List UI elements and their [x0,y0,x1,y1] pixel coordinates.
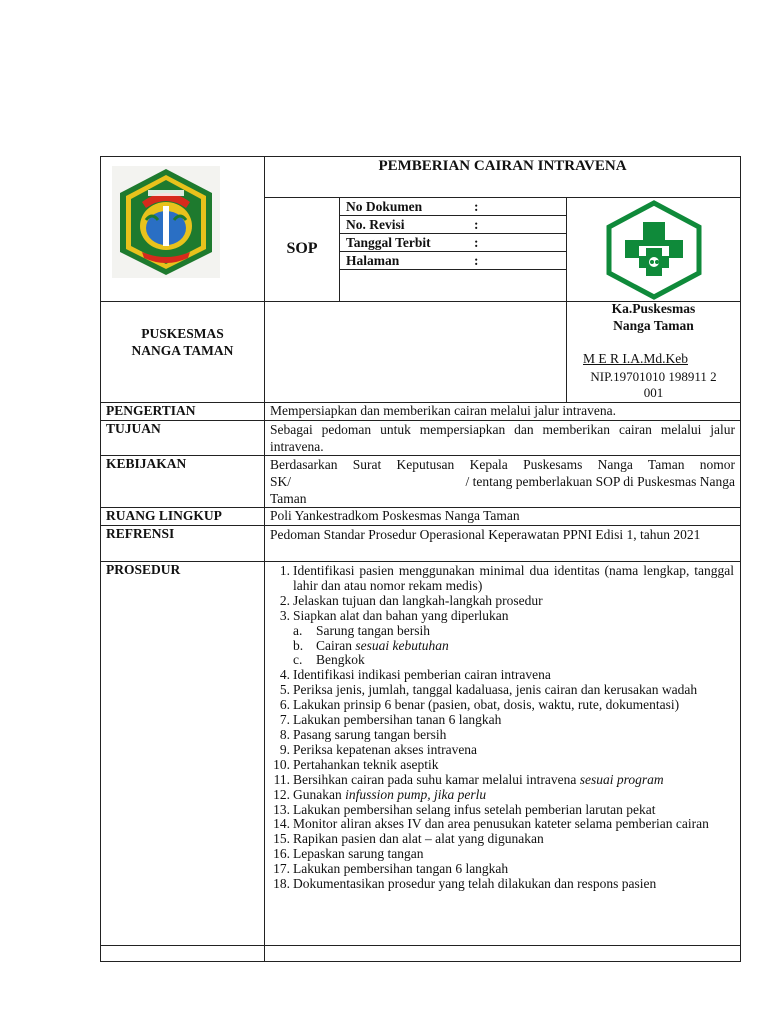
meta-label: No. Revisi [346,217,405,232]
list-item: 6. Lakukan prinsip 6 benar (pasien, obat, dosis, waktu, rute, dokumentasi) [279,697,680,713]
label-ruang-lingkup: RUANG LINGKUP [106,508,222,523]
meta-colon: : [474,217,479,232]
meta-row-no-dokumen [346,199,566,215]
list-item: 16. Lepaskan sarung tangan [273,846,424,862]
kebijakan-text [270,456,735,507]
list-item: 7. Lakukan pembersihan tanan 6 langkah [279,712,502,728]
head-nip [567,369,740,401]
meta-colon: : [474,199,479,214]
sub-list-item: a. Sarung tangan bersih [293,622,430,638]
org-line-1: PUSKESMAS [141,326,224,341]
meta-colon: : [474,235,479,250]
puskesmas-logo [603,200,705,300]
kebijakan-line-3: Taman [270,491,307,506]
list-item: 12. Gunakan infussion pump, jika perlu [273,786,487,802]
head-title-1: Ka.Puskesmas [611,301,696,316]
list-item: 1. Identifikasi pasien menggunakan minimal dua identitas (nama lengkap, tanggal lahir dan atau nomor rekam medis) [279,563,734,593]
label-tujuan: TUJUAN [106,421,161,436]
regency-emblem-logo [112,166,220,278]
meta-label: Tanggal Terbit [346,235,431,250]
list-item: 11. Bersihkan cairan pada suhu kamar melalui intravena sesuai program [273,771,664,787]
head-title [567,300,740,334]
list-item: 2. Jelaskan tujuan dan langkah-langkah prosedur [279,592,543,608]
list-item: 4. Identifikasi indikasi pemberian cairan intravena [279,667,551,683]
sop-label: SOP [286,240,318,257]
list-item: 17. Lakukan pembersihan tangan 6 langkah [273,861,509,877]
head-name: M E R I.A.Md.Keb [583,351,688,366]
pengertian-text: Mempersiapkan dan memberikan cairan melalui jalur intravena. [270,403,616,418]
meta-row-no-revisi [346,217,566,233]
label-kebijakan: KEBIJAKAN [106,456,187,471]
sub-list [293,624,734,669]
org-line-2: NANGA TAMAN [131,343,234,358]
prosedur-list [270,564,734,892]
list-item: 8. Pasang sarung tangan bersih [279,726,447,742]
ruang-lingkup-text: Poli Yankestradkom Poskesmas Nanga Taman [270,508,520,523]
label-refrensi: REFRENSI [106,526,175,541]
list-item: 15. Rapikan pasien dan alat – alat yang digunakan [273,831,544,847]
meta-colon: : [474,253,479,268]
list-item: 13. Lakukan pembersihan selang infus setelah pemberian larutan pekat [273,801,656,817]
kebijakan-sk-rest: / tentang pemberlakuan SOP di Puskesmas Nanga [465,474,735,489]
head-nip-1: NIP.19701010 198911 2 [590,369,717,384]
sub-list-item: b. Cairan sesuai kebutuhan [293,637,449,653]
tujuan-text: Sebagai pedoman untuk mempersiapkan dan memberikan cairan melalui jalur intravena. [270,422,735,454]
list-item: 10. Pertahankan teknik aseptik [273,756,439,772]
meta-label: No Dokumen [346,199,423,214]
kebijakan-sk: SK/ [270,474,292,489]
list-item: 9. Periksa kepatenan akses intravena [279,741,478,757]
list-item: 18. Dokumentasikan prosedur yang telah dilakukan dan respons pasien [273,876,657,892]
document-title: PEMBERIAN CAIRAN INTRAVENA [378,158,627,174]
list-item: 3. Siapkan alat dan bahan yang diperlukan a. Sarung tangan bersih b. Cairan sesuai kebutuhan c. Bengkok [270,609,734,669]
meta-label: Halaman [346,253,400,268]
label-pengertian: PENGERTIAN [106,403,196,418]
head-title-2: Nanga Taman [613,318,694,333]
list-item: 14. Monitor aliran akses IV dan area penusukan kateter selama pemberian cairan [273,816,709,832]
meta-row-halaman [346,253,566,269]
kebijakan-line-2 [270,473,735,490]
label-prosedur: PROSEDUR [106,562,181,577]
kebijakan-line-1: Berdasarkan Surat Keputusan Kepala Puskesams Nanga Taman nomor [270,457,735,472]
head-nip-2: 001 [643,385,664,400]
sub-list-item: c. Bengkok [293,652,365,668]
org-name [101,325,264,359]
list-item: 5. Periksa jenis, jumlah, tanggal kadaluasa, jenis cairan dan kerusakan wadah [279,682,698,698]
refrensi-text: Pedoman Standar Prosedur Operasional Keperawatan PPNI Edisi 1, tahun 2021 [270,527,701,542]
meta-row-tanggal-terbit [346,235,566,251]
